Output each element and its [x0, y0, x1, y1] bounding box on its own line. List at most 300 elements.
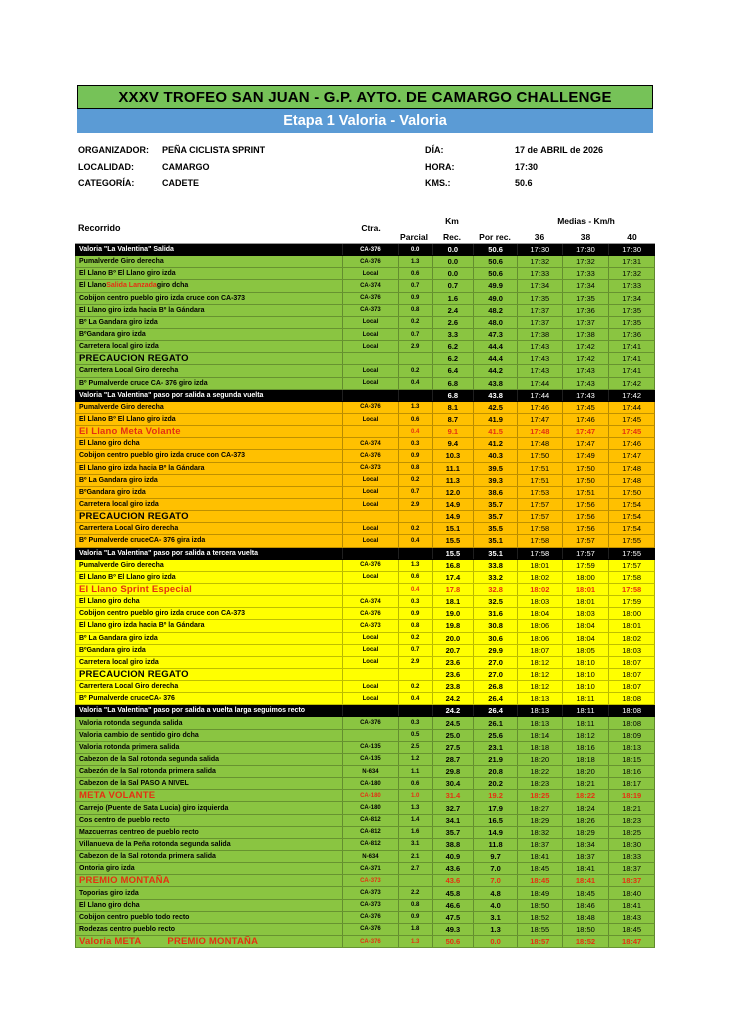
cell-recorrido [76, 693, 342, 704]
cell-parcial: 1.3 [398, 560, 432, 571]
cell-parcial: 1.8 [398, 924, 432, 935]
cell-media-36: 17:35 [517, 293, 562, 304]
recorrido-text: Carrertera Local Giro derecha [79, 367, 179, 375]
cell-por-rec: 32.8 [473, 584, 517, 595]
cell-parcial: 0.4 [398, 693, 432, 704]
cell-km-rec: 1.6 [432, 293, 474, 304]
cell-ctra: Local [342, 365, 398, 376]
cell-por-rec: 16.5 [473, 815, 517, 826]
cell-media-38: 18:34 [562, 839, 609, 850]
cell-media-38: 18:10 [562, 657, 609, 668]
cell-media-38: 18:03 [562, 608, 609, 619]
cell-media-38: 18:12 [562, 730, 609, 741]
route-row [75, 596, 655, 608]
recorrido-text: El Llano giro dcha [79, 598, 140, 606]
route-row [75, 863, 655, 875]
cell-media-40: 18:45 [608, 924, 654, 935]
cell-km-rec: 24.5 [432, 717, 474, 728]
cell-recorrido [76, 596, 342, 607]
cell-media-40: 18:23 [608, 815, 654, 826]
route-row [75, 778, 655, 790]
cell-recorrido [76, 669, 342, 680]
cell-km-rec: 23.6 [432, 669, 474, 680]
recorrido-text: PRECAUCION REGATO [79, 668, 189, 680]
cell-parcial [398, 548, 432, 559]
cell-parcial: 0.4 [398, 426, 432, 437]
recorrido-text: El Llano Meta Volante [79, 426, 181, 438]
stage-banner [77, 109, 653, 133]
cell-parcial: 0.7 [398, 329, 432, 340]
cell-por-rec: 41.9 [473, 414, 517, 425]
cell-media-40: 18:37 [608, 863, 654, 874]
cell-parcial [398, 511, 432, 522]
cell-media-36: 18:23 [517, 778, 562, 789]
cell-por-rec: 14.9 [473, 827, 517, 838]
cell-media-38: 17:47 [562, 438, 609, 449]
cell-media-36: 18:57 [517, 936, 562, 947]
cell-ctra: CA-373 [342, 463, 398, 474]
cell-por-rec: 44.4 [473, 341, 517, 352]
cell-media-36: 18:55 [517, 924, 562, 935]
recorrido-text: META VOLANTE [79, 790, 156, 802]
cell-recorrido [76, 730, 342, 741]
cell-ctra [342, 426, 398, 437]
route-row [75, 560, 655, 572]
cell-media-38: 17:49 [562, 450, 609, 461]
cell-por-rec: 49.0 [473, 293, 517, 304]
cell-parcial: 0.4 [398, 535, 432, 546]
cell-ctra: Local [342, 499, 398, 510]
kms-value: 50.6 [515, 178, 533, 189]
cell-km-rec: 23.6 [432, 657, 474, 668]
cell-ctra [342, 353, 398, 364]
route-row [75, 378, 655, 390]
cell-parcial: 0.0 [398, 244, 432, 255]
cell-media-36: 18:02 [517, 572, 562, 583]
cell-media-40: 17:34 [608, 293, 654, 304]
cell-media-36: 17:48 [517, 426, 562, 437]
cell-media-36: 17:58 [517, 523, 562, 534]
cell-media-40: 17:32 [608, 268, 654, 279]
route-table [75, 216, 655, 948]
cell-media-36: 17:58 [517, 535, 562, 546]
cell-media-38: 17:33 [562, 268, 609, 279]
cell-ctra: CA-376 [342, 293, 398, 304]
header-36: 36 [534, 232, 545, 242]
cell-recorrido [76, 705, 342, 716]
cell-media-36: 18:25 [517, 790, 562, 801]
info-line-1 [78, 142, 654, 159]
cell-por-rec: 20.2 [473, 778, 517, 789]
cell-recorrido [76, 463, 342, 474]
recorrido-text: BºGandara giro izda [79, 488, 146, 496]
cell-por-rec: 39.5 [473, 463, 517, 474]
cell-ctra: Local [342, 523, 398, 534]
cell-ctra [342, 730, 398, 741]
cell-por-rec: 27.0 [473, 657, 517, 668]
cell-media-40: 17:36 [608, 329, 654, 340]
route-row [75, 693, 655, 705]
route-row [75, 839, 655, 851]
cell-por-rec: 49.9 [473, 280, 517, 291]
cell-ctra: Local [342, 681, 398, 692]
cell-media-36: 18:27 [517, 802, 562, 813]
route-row [75, 450, 655, 462]
recorrido-text: giro dcha [156, 282, 189, 290]
header-banners [77, 85, 653, 133]
cell-media-38: 17:51 [562, 487, 609, 498]
cell-ctra: CA-376 [342, 560, 398, 571]
cell-ctra: N-634 [342, 766, 398, 777]
cell-recorrido [76, 560, 342, 571]
cell-media-40: 18:00 [608, 608, 654, 619]
cell-km-rec: 19.0 [432, 608, 474, 619]
cell-km-rec: 0.7 [432, 280, 474, 291]
recorrido-text: El Llano giro izda hacia Bº la Gándara [79, 464, 205, 472]
table-header [75, 216, 655, 243]
cell-recorrido [76, 839, 342, 850]
cell-por-rec: 4.8 [473, 887, 517, 898]
cell-parcial: 0.9 [398, 450, 432, 461]
cell-recorrido [76, 341, 342, 352]
recorrido-text: El Llano [79, 282, 107, 290]
cell-ctra: CA-373 [342, 620, 398, 631]
header-km: Km [445, 216, 459, 226]
cell-media-38: 18:26 [562, 815, 609, 826]
cell-media-36: 17:37 [517, 317, 562, 328]
route-row [75, 280, 655, 292]
cell-ctra [342, 511, 398, 522]
cell-parcial: 2.2 [398, 887, 432, 898]
cell-media-40: 18:17 [608, 778, 654, 789]
cell-media-40: 18:08 [608, 717, 654, 728]
cell-ctra [342, 705, 398, 716]
cell-por-rec: 50.6 [473, 268, 517, 279]
cell-recorrido [76, 742, 342, 753]
cell-media-38: 18:01 [562, 596, 609, 607]
recorrido-text: Cobijon centro pueblo giro izda cruce con CA-373 [79, 452, 246, 460]
cell-media-38: 18:10 [562, 669, 609, 680]
cell-por-rec: 40.3 [473, 450, 517, 461]
cell-media-38: 18:01 [562, 584, 609, 595]
cell-media-36: 17:43 [517, 365, 562, 376]
cell-media-40: 18:08 [608, 705, 654, 716]
cell-media-36: 17:34 [517, 280, 562, 291]
route-row [75, 353, 655, 365]
route-row [75, 924, 655, 936]
cell-media-36: 18:07 [517, 645, 562, 656]
cell-recorrido [76, 353, 342, 364]
recorrido-text: PREMIO MONTAÑA [79, 875, 170, 887]
cell-media-36: 18:52 [517, 912, 562, 923]
recorrido-text: Carrertera Local Giro derecha [79, 525, 179, 533]
cell-recorrido [76, 790, 342, 801]
cell-media-36: 18:41 [517, 851, 562, 862]
cell-media-36: 17:50 [517, 450, 562, 461]
cell-media-36: 18:45 [517, 875, 562, 886]
cell-por-rec: 42.5 [473, 402, 517, 413]
cell-media-36: 17:44 [517, 378, 562, 389]
cell-media-36: 18:06 [517, 633, 562, 644]
cell-media-40: 17:54 [608, 499, 654, 510]
organizador-label: ORGANIZADOR: [78, 145, 149, 156]
cell-parcial: 0.8 [398, 305, 432, 316]
recorrido-text: Valoria "La Valentina" paso por salida a vuelta larga seguimos recto [79, 707, 306, 715]
cell-por-rec: 32.5 [473, 596, 517, 607]
cell-media-36: 17:48 [517, 438, 562, 449]
cell-ctra: CA-376 [342, 936, 398, 947]
cell-recorrido [76, 717, 342, 728]
cell-media-38: 17:57 [562, 548, 609, 559]
cell-media-38: 18:04 [562, 633, 609, 644]
cell-parcial: 2.7 [398, 863, 432, 874]
recorrido-text: Cobijon centro pueblo giro izda cruce con CA-373 [79, 610, 246, 618]
cell-km-rec: 27.5 [432, 742, 474, 753]
cell-media-40: 18:16 [608, 766, 654, 777]
cell-media-38: 17:34 [562, 280, 609, 291]
cell-media-36: 18:32 [517, 827, 562, 838]
cell-km-rec: 6.2 [432, 353, 474, 364]
cell-media-36: 17:57 [517, 511, 562, 522]
cell-ctra: CA-812 [342, 839, 398, 850]
route-row [75, 717, 655, 729]
cell-media-38: 17:46 [562, 414, 609, 425]
cell-parcial: 2.9 [398, 341, 432, 352]
recorrido-text: Valoria "La Valentina" paso por salida a segunda vuelta [79, 391, 264, 399]
cell-media-36: 18:49 [517, 887, 562, 898]
cell-media-40: 17:42 [608, 390, 654, 401]
cell-media-38: 18:24 [562, 802, 609, 813]
cell-media-38: 18:41 [562, 875, 609, 886]
cell-recorrido [76, 365, 342, 376]
cell-media-36: 18:13 [517, 717, 562, 728]
cell-parcial: 1.6 [398, 827, 432, 838]
cell-por-rec: 35.7 [473, 499, 517, 510]
cell-media-40: 17:59 [608, 596, 654, 607]
cell-por-rec: 17.9 [473, 802, 517, 813]
cell-parcial [398, 705, 432, 716]
route-row [75, 305, 655, 317]
cell-ctra: CA-180 [342, 790, 398, 801]
cell-ctra: CA-373 [342, 900, 398, 911]
header-rec: Rec. [443, 232, 461, 242]
cell-km-rec: 24.2 [432, 705, 474, 716]
cell-ctra: Local [342, 572, 398, 583]
cell-km-rec: 6.8 [432, 378, 474, 389]
cell-parcial: 0.2 [398, 475, 432, 486]
cell-media-40: 17:48 [608, 475, 654, 486]
cell-parcial [398, 390, 432, 401]
cell-media-38: 18:00 [562, 572, 609, 583]
cell-ctra: CA-374 [342, 280, 398, 291]
route-row [75, 851, 655, 863]
cell-media-38: 17:42 [562, 353, 609, 364]
route-row [75, 657, 655, 669]
cell-por-rec: 26.4 [473, 693, 517, 704]
recorrido-text: El Llano Bº El Llano giro izda [79, 416, 176, 424]
cell-por-rec: 33.2 [473, 572, 517, 583]
cell-ctra: CA-376 [342, 402, 398, 413]
cell-km-rec: 0.0 [432, 244, 474, 255]
recorrido-text: Valoria "La Valentina" Salida [79, 246, 174, 254]
cell-km-rec: 14.9 [432, 499, 474, 510]
recorrido-text: Rodezas centro pueblo recto [79, 925, 176, 933]
recorrido-text: Cabezon de la Sal PASO A NIVEL [79, 780, 189, 788]
cell-media-40: 17:33 [608, 280, 654, 291]
cell-ctra [342, 584, 398, 595]
cell-media-38: 18:04 [562, 620, 609, 631]
cell-media-36: 17:30 [517, 244, 562, 255]
cell-parcial: 1.3 [398, 256, 432, 267]
localidad-label: LOCALIDAD: [78, 161, 134, 172]
recorrido-text: Bº La Gandara giro izda [79, 634, 158, 642]
cell-recorrido [76, 414, 342, 425]
cell-por-rec: 41.5 [473, 426, 517, 437]
cell-media-40: 17:35 [608, 305, 654, 316]
cell-ctra: CA-812 [342, 827, 398, 838]
categoria-value: CADETE [162, 178, 200, 189]
cell-media-36: 18:12 [517, 669, 562, 680]
route-row [75, 802, 655, 814]
cell-media-40: 18:07 [608, 669, 654, 680]
route-row [75, 548, 655, 560]
cell-media-40: 17:54 [608, 511, 654, 522]
recorrido-text: Cobijon centro pueblo giro izda cruce con CA-373 [79, 294, 246, 302]
cell-recorrido [76, 936, 342, 947]
cell-km-rec: 3.3 [432, 329, 474, 340]
cell-ctra: CA-376 [342, 450, 398, 461]
cell-media-36: 18:02 [517, 584, 562, 595]
route-row [75, 669, 655, 681]
cell-parcial: 0.8 [398, 620, 432, 631]
cell-por-rec: 48.0 [473, 317, 517, 328]
cell-parcial: 0.6 [398, 572, 432, 583]
cell-ctra: N-634 [342, 851, 398, 862]
cell-media-38: 18:45 [562, 887, 609, 898]
cell-por-rec: 43.8 [473, 378, 517, 389]
cell-por-rec: 26.8 [473, 681, 517, 692]
cell-media-36: 18:13 [517, 693, 562, 704]
cell-media-38: 17:45 [562, 402, 609, 413]
cell-media-38: 17:32 [562, 256, 609, 267]
cell-por-rec: 30.6 [473, 633, 517, 644]
cell-media-36: 18:04 [517, 608, 562, 619]
cell-ctra: Local [342, 414, 398, 425]
cell-media-40: 17:57 [608, 560, 654, 571]
cell-recorrido [76, 535, 342, 546]
cell-parcial: 2.1 [398, 851, 432, 862]
route-row [75, 730, 655, 742]
recorrido-text: El Llano giro dcha [79, 901, 140, 909]
cell-parcial: 0.9 [398, 608, 432, 619]
cell-por-rec: 21.9 [473, 754, 517, 765]
table-body [75, 243, 655, 948]
cell-parcial: 1.3 [398, 402, 432, 413]
cell-ctra: Local [342, 317, 398, 328]
cell-km-rec: 29.8 [432, 766, 474, 777]
cell-ctra: CA-812 [342, 815, 398, 826]
cell-media-38: 17:56 [562, 523, 609, 534]
cell-media-38: 18:20 [562, 766, 609, 777]
cell-parcial: 0.2 [398, 523, 432, 534]
route-row [75, 766, 655, 778]
route-row [75, 936, 655, 948]
cell-km-rec: 18.1 [432, 596, 474, 607]
cell-media-36: 18:12 [517, 681, 562, 692]
route-row [75, 293, 655, 305]
cell-parcial: 0.8 [398, 900, 432, 911]
cell-km-rec: 35.7 [432, 827, 474, 838]
cell-media-40: 18:15 [608, 754, 654, 765]
cell-parcial: 0.6 [398, 414, 432, 425]
cell-recorrido [76, 620, 342, 631]
cell-ctra: CA-373 [342, 887, 398, 898]
cell-km-rec: 12.0 [432, 487, 474, 498]
race-title-banner [77, 85, 653, 109]
cell-ctra: Local [342, 645, 398, 656]
cell-media-36: 18:14 [517, 730, 562, 741]
cell-km-rec: 23.8 [432, 681, 474, 692]
route-row [75, 414, 655, 426]
cell-parcial: 0.6 [398, 778, 432, 789]
cell-recorrido [76, 305, 342, 316]
cell-media-40: 18:13 [608, 742, 654, 753]
cell-recorrido [76, 438, 342, 449]
hora-label: HORA: [425, 161, 455, 172]
cell-ctra: Local [342, 633, 398, 644]
cell-por-rec: 43.8 [473, 390, 517, 401]
cell-parcial: 1.3 [398, 802, 432, 813]
cell-recorrido [76, 887, 342, 898]
cell-km-rec: 8.1 [432, 402, 474, 413]
recorrido-text: Carrertera Local Giro derecha [79, 683, 179, 691]
cell-km-rec: 30.4 [432, 778, 474, 789]
cell-media-38: 18:41 [562, 863, 609, 874]
cell-media-36: 17:33 [517, 268, 562, 279]
cell-parcial: 0.7 [398, 645, 432, 656]
cell-por-rec: 11.8 [473, 839, 517, 850]
cell-parcial: 0.7 [398, 487, 432, 498]
cell-por-rec: 31.6 [473, 608, 517, 619]
cell-media-36: 17:44 [517, 390, 562, 401]
route-row [75, 705, 655, 717]
cell-media-40: 17:58 [608, 584, 654, 595]
header-recorrido: Recorrido [78, 223, 121, 233]
cell-ctra: CA-376 [342, 912, 398, 923]
cell-media-38: 17:57 [562, 535, 609, 546]
cell-media-40: 17:45 [608, 426, 654, 437]
route-row [75, 887, 655, 899]
cell-recorrido [76, 900, 342, 911]
cell-km-rec: 19.8 [432, 620, 474, 631]
cell-km-rec: 6.2 [432, 341, 474, 352]
recorrido-text: Bº La Gandara giro izda [79, 318, 158, 326]
cell-por-rec: 7.0 [473, 863, 517, 874]
cell-media-38: 17:56 [562, 511, 609, 522]
route-row [75, 790, 655, 802]
cell-parcial [398, 353, 432, 364]
cell-recorrido [76, 450, 342, 461]
cell-km-rec: 2.4 [432, 305, 474, 316]
cell-media-40: 17:46 [608, 438, 654, 449]
cell-ctra [342, 390, 398, 401]
cell-por-rec: 39.3 [473, 475, 517, 486]
route-row [75, 268, 655, 280]
cell-recorrido [76, 244, 342, 255]
cell-ctra: CA-376 [342, 256, 398, 267]
recorrido-text: Cos centro de pueblo recto [79, 816, 170, 824]
recorrido-text: El Llano Sprint Especial [79, 584, 193, 595]
